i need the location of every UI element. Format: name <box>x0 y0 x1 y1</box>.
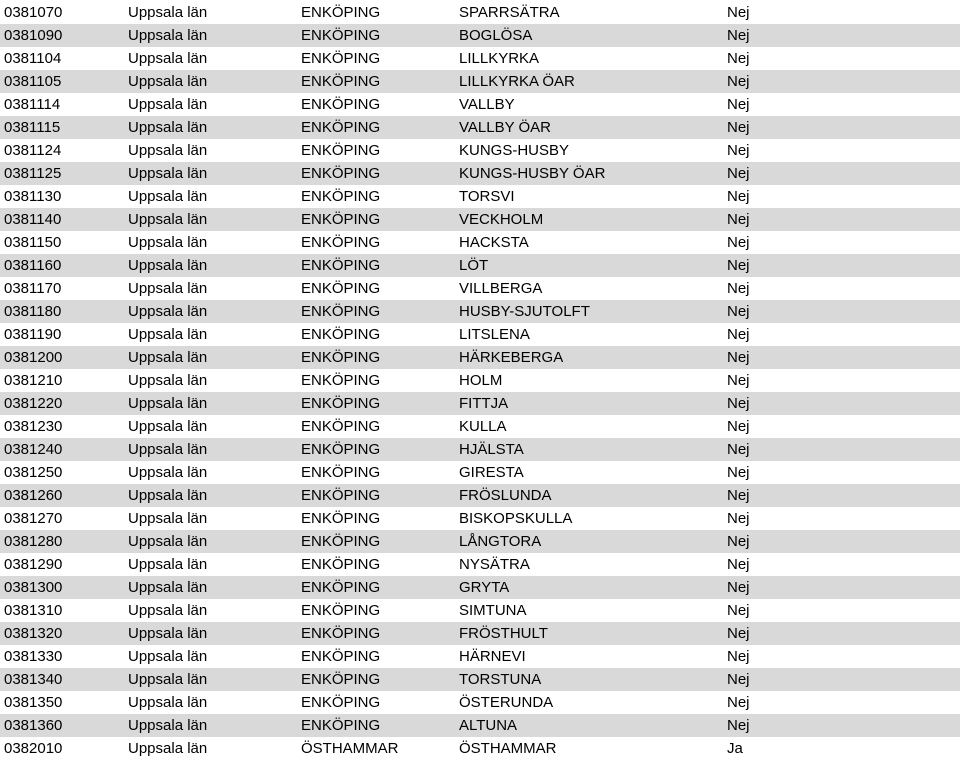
code-cell: 0381270 <box>4 510 63 527</box>
county-cell: Uppsala län <box>128 372 208 389</box>
flag-cell: Nej <box>727 326 750 343</box>
flag-cell: Nej <box>727 349 750 366</box>
county-cell: Uppsala län <box>128 556 208 573</box>
county-cell: Uppsala län <box>128 234 208 251</box>
parish-cell: HOLM <box>459 372 503 389</box>
municipality-cell: ENKÖPING <box>301 602 381 619</box>
municipality-cell: ENKÖPING <box>301 234 381 251</box>
code-cell: 0381310 <box>4 602 63 619</box>
parish-cell: ALTUNA <box>459 717 518 734</box>
code-cell: 0381330 <box>4 648 63 665</box>
table-row <box>0 714 960 737</box>
table-row <box>0 93 960 116</box>
code-cell: 0381250 <box>4 464 63 481</box>
flag-cell: Nej <box>727 73 750 90</box>
county-cell: Uppsala län <box>128 96 208 113</box>
municipality-cell: ENKÖPING <box>301 625 381 642</box>
municipality-cell: ENKÖPING <box>301 671 381 688</box>
flag-cell: Nej <box>727 487 750 504</box>
county-cell: Uppsala län <box>128 740 208 757</box>
flag-cell: Nej <box>727 418 750 435</box>
flag-cell: Nej <box>727 395 750 412</box>
municipality-cell: ÖSTHAMMAR <box>301 740 399 757</box>
flag-cell: Nej <box>727 510 750 527</box>
flag-cell: Nej <box>727 280 750 297</box>
municipality-cell: ENKÖPING <box>301 717 381 734</box>
parish-cell: ÖSTHAMMAR <box>459 740 557 757</box>
parish-cell: GIRESTA <box>459 464 524 481</box>
table-row <box>0 668 960 691</box>
table-row <box>0 438 960 461</box>
parish-cell: FRÖSLUNDA <box>459 487 552 504</box>
table-row <box>0 70 960 93</box>
municipality-cell: ENKÖPING <box>301 50 381 67</box>
code-cell: 0381070 <box>4 4 63 21</box>
county-cell: Uppsala län <box>128 533 208 550</box>
parish-cell: LILLKYRKA <box>459 50 540 67</box>
flag-cell: Nej <box>727 27 750 44</box>
parish-cell: BOGLÖSA <box>459 27 533 44</box>
municipality-cell: ENKÖPING <box>301 395 381 412</box>
county-cell: Uppsala län <box>128 418 208 435</box>
municipality-cell: ENKÖPING <box>301 349 381 366</box>
code-cell: 0381090 <box>4 27 63 44</box>
flag-cell: Nej <box>727 625 750 642</box>
code-cell: 0381280 <box>4 533 63 550</box>
flag-cell: Nej <box>727 556 750 573</box>
parish-cell: BISKOPSKULLA <box>459 510 573 527</box>
parish-cell: VILLBERGA <box>459 280 543 297</box>
parish-cell: GRYTA <box>459 579 510 596</box>
municipality-cell: ENKÖPING <box>301 96 381 113</box>
parish-cell: LÖT <box>459 257 489 274</box>
county-cell: Uppsala län <box>128 50 208 67</box>
code-cell: 0381240 <box>4 441 63 458</box>
municipality-cell: ENKÖPING <box>301 510 381 527</box>
flag-cell: Nej <box>727 303 750 320</box>
flag-cell: Nej <box>727 142 750 159</box>
municipality-cell: ENKÖPING <box>301 533 381 550</box>
parish-cell: KULLA <box>459 418 507 435</box>
code-cell: 0381290 <box>4 556 63 573</box>
flag-cell: Nej <box>727 533 750 550</box>
table-row <box>0 300 960 323</box>
parish-cell: HACKSTA <box>459 234 529 251</box>
table-row <box>0 461 960 484</box>
municipality-cell: ENKÖPING <box>301 73 381 90</box>
table-row <box>0 553 960 576</box>
code-cell: 0381150 <box>4 234 62 251</box>
county-cell: Uppsala län <box>128 671 208 688</box>
parish-cell: KUNGS-HUSBY ÖAR <box>459 165 606 182</box>
table-row <box>0 645 960 668</box>
table-row <box>0 323 960 346</box>
county-cell: Uppsala län <box>128 165 208 182</box>
code-cell: 0381230 <box>4 418 63 435</box>
code-cell: 0381340 <box>4 671 63 688</box>
table-row <box>0 622 960 645</box>
county-cell: Uppsala län <box>128 211 208 228</box>
table-row <box>0 1 960 24</box>
parish-cell: ÖSTERUNDA <box>459 694 554 711</box>
code-cell: 0381124 <box>4 142 62 159</box>
code-cell: 0381105 <box>4 73 62 90</box>
table-row <box>0 599 960 622</box>
parish-cell: LÅNGTORA <box>459 533 542 550</box>
municipality-cell: ENKÖPING <box>301 418 381 435</box>
parish-cell: HUSBY-SJUTOLFT <box>459 303 590 320</box>
code-cell: 0381104 <box>4 50 62 67</box>
parish-cell: VALLBY ÖAR <box>459 119 551 136</box>
municipality-cell: ENKÖPING <box>301 119 381 136</box>
parish-cell: HJÄLSTA <box>459 441 524 458</box>
code-cell: 0381190 <box>4 326 62 343</box>
municipality-cell: ENKÖPING <box>301 4 381 21</box>
flag-cell: Nej <box>727 257 750 274</box>
county-cell: Uppsala län <box>128 142 208 159</box>
code-cell: 0381114 <box>4 96 61 113</box>
municipality-cell: ENKÖPING <box>301 280 381 297</box>
table-row <box>0 24 960 47</box>
code-cell: 0381125 <box>4 165 62 182</box>
table-row <box>0 139 960 162</box>
municipality-cell: ENKÖPING <box>301 579 381 596</box>
code-cell: 0381200 <box>4 349 63 366</box>
municipality-cell: ENKÖPING <box>301 326 381 343</box>
parish-cell: FRÖSTHULT <box>459 625 548 642</box>
county-cell: Uppsala län <box>128 694 208 711</box>
flag-cell: Nej <box>727 717 750 734</box>
municipality-cell: ENKÖPING <box>301 648 381 665</box>
table-row <box>0 277 960 300</box>
flag-cell: Nej <box>727 671 750 688</box>
parish-cell: TORSVI <box>459 188 515 205</box>
county-cell: Uppsala län <box>128 326 208 343</box>
county-cell: Uppsala län <box>128 625 208 642</box>
municipality-cell: ENKÖPING <box>301 694 381 711</box>
code-cell: 0381130 <box>4 188 62 205</box>
municipality-cell: ENKÖPING <box>301 27 381 44</box>
municipality-cell: ENKÖPING <box>301 441 381 458</box>
county-cell: Uppsala län <box>128 487 208 504</box>
code-cell: 0381170 <box>4 280 62 297</box>
county-cell: Uppsala län <box>128 73 208 90</box>
municipality-cell: ENKÖPING <box>301 303 381 320</box>
parish-cell: LITSLENA <box>459 326 530 343</box>
table-row <box>0 346 960 369</box>
code-cell: 0381140 <box>4 211 62 228</box>
flag-cell: Nej <box>727 694 750 711</box>
parish-cell: SPARRSÄTRA <box>459 4 560 21</box>
code-cell: 0381360 <box>4 717 63 734</box>
municipality-cell: ENKÖPING <box>301 142 381 159</box>
code-cell: 0381300 <box>4 579 63 596</box>
flag-cell: Nej <box>727 372 750 389</box>
flag-cell: Nej <box>727 188 750 205</box>
county-cell: Uppsala län <box>128 4 208 21</box>
table-row <box>0 737 960 760</box>
parish-cell: VECKHOLM <box>459 211 544 228</box>
table-row <box>0 576 960 599</box>
flag-cell: Nej <box>727 234 750 251</box>
flag-cell: Nej <box>727 96 750 113</box>
municipality-cell: ENKÖPING <box>301 464 381 481</box>
code-cell: 0381320 <box>4 625 63 642</box>
code-cell: 0381115 <box>4 119 61 136</box>
county-cell: Uppsala län <box>128 27 208 44</box>
code-cell: 0381220 <box>4 395 63 412</box>
table-row <box>0 162 960 185</box>
municipality-cell: ENKÖPING <box>301 211 381 228</box>
flag-cell: Nej <box>727 441 750 458</box>
county-cell: Uppsala län <box>128 717 208 734</box>
county-cell: Uppsala län <box>128 464 208 481</box>
municipality-cell: ENKÖPING <box>301 556 381 573</box>
table-row <box>0 208 960 231</box>
flag-cell: Nej <box>727 648 750 665</box>
flag-cell: Nej <box>727 211 750 228</box>
table-row <box>0 369 960 392</box>
county-cell: Uppsala län <box>128 349 208 366</box>
county-cell: Uppsala län <box>128 188 208 205</box>
municipality-cell: ENKÖPING <box>301 165 381 182</box>
code-cell: 0381160 <box>4 257 62 274</box>
flag-cell: Nej <box>727 50 750 67</box>
county-cell: Uppsala län <box>128 257 208 274</box>
parish-cell: FITTJA <box>459 395 509 412</box>
flag-cell: Nej <box>727 464 750 481</box>
county-cell: Uppsala län <box>128 648 208 665</box>
table-row <box>0 254 960 277</box>
municipality-cell: ENKÖPING <box>301 257 381 274</box>
table-row <box>0 116 960 139</box>
flag-cell: Nej <box>727 579 750 596</box>
parish-cell: TORSTUNA <box>459 671 542 688</box>
code-cell: 0381180 <box>4 303 62 320</box>
parish-cell: HÄRKEBERGA <box>459 349 564 366</box>
flag-cell: Ja <box>727 740 743 757</box>
municipality-cell: ENKÖPING <box>301 487 381 504</box>
county-cell: Uppsala län <box>128 280 208 297</box>
table-row <box>0 691 960 714</box>
code-cell: 0382010 <box>4 740 63 757</box>
code-cell: 0381260 <box>4 487 63 504</box>
table-row <box>0 392 960 415</box>
parish-cell: VALLBY <box>459 96 515 113</box>
flag-cell: Nej <box>727 602 750 619</box>
county-cell: Uppsala län <box>128 579 208 596</box>
code-cell: 0381210 <box>4 372 63 389</box>
table-row <box>0 185 960 208</box>
flag-cell: Nej <box>727 119 750 136</box>
parish-cell: HÄRNEVI <box>459 648 526 665</box>
flag-cell: Nej <box>727 4 750 21</box>
parish-cell: KUNGS-HUSBY <box>459 142 570 159</box>
table-row <box>0 415 960 438</box>
code-cell: 0381350 <box>4 694 63 711</box>
parish-cell: LILLKYRKA ÖAR <box>459 73 575 90</box>
county-cell: Uppsala län <box>128 441 208 458</box>
table-row <box>0 231 960 254</box>
table-row <box>0 507 960 530</box>
county-cell: Uppsala län <box>128 602 208 619</box>
parish-cell: NYSÄTRA <box>459 556 530 573</box>
table-row <box>0 484 960 507</box>
county-cell: Uppsala län <box>128 303 208 320</box>
county-cell: Uppsala län <box>128 510 208 527</box>
county-cell: Uppsala län <box>128 119 208 136</box>
table-row <box>0 530 960 553</box>
municipality-cell: ENKÖPING <box>301 188 381 205</box>
flag-cell: Nej <box>727 165 750 182</box>
county-cell: Uppsala län <box>128 395 208 412</box>
municipality-cell: ENKÖPING <box>301 372 381 389</box>
parish-cell: SIMTUNA <box>459 602 527 619</box>
table-row <box>0 47 960 70</box>
